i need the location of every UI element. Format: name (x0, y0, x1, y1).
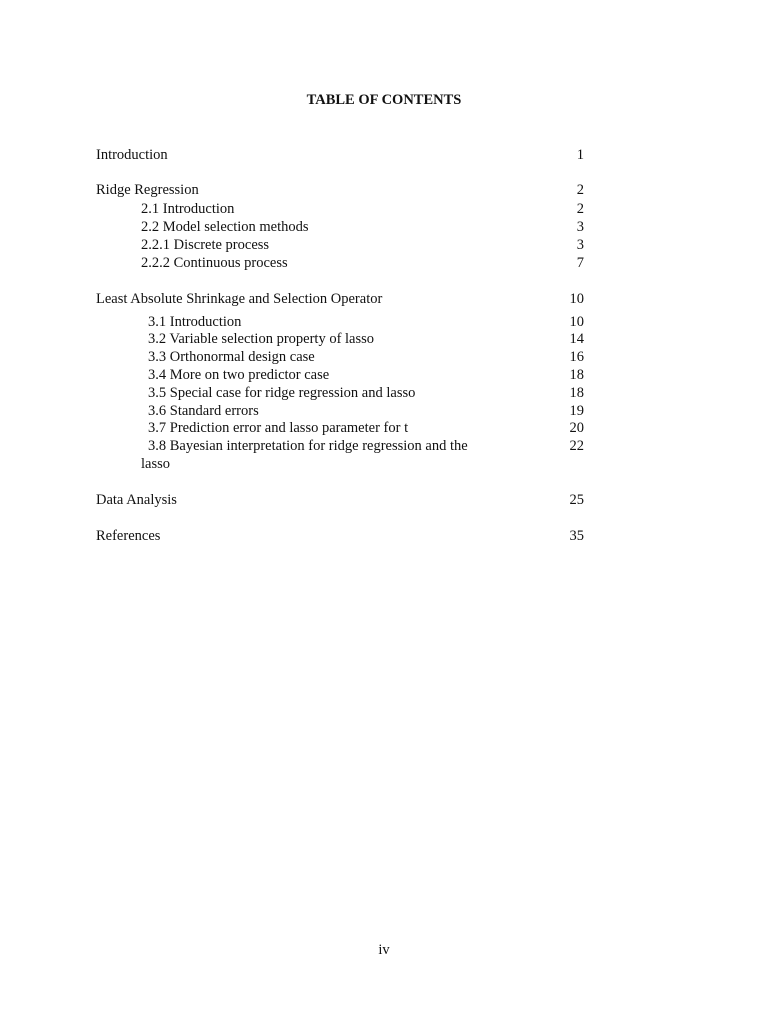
toc-entry-page: 14 (569, 331, 584, 347)
toc-entry-introduction (96, 146, 596, 164)
toc-entry-label: 3.1 Introduction (148, 314, 242, 330)
toc-entry-ridge-regression (96, 181, 596, 199)
toc-entry-3-1 (96, 313, 596, 331)
toc-entry-page: 7 (576, 255, 584, 271)
toc-entry-2-2-1 (96, 236, 596, 254)
toc-entry-page: 2 (576, 201, 584, 217)
toc-entry-data-analysis (96, 491, 596, 509)
toc-entry-page: 20 (569, 420, 584, 436)
toc-entry-3-6 (96, 402, 596, 420)
toc-entry-page: 35 (569, 528, 584, 544)
toc-entry-3-4 (96, 366, 596, 384)
toc-entry-label: 2.1 Introduction (141, 201, 235, 217)
toc-entry-page: 3 (576, 219, 584, 235)
toc-entry-label: 3.3 Orthonormal design case (148, 349, 315, 365)
toc-entry-label: 3.8 Bayesian interpretation for ridge regression and the lasso (141, 438, 468, 472)
toc-entry-label: 2.2.1 Discrete process (141, 237, 270, 253)
toc-entry-label: 3.5 Special case for ridge regression and lasso (148, 385, 416, 401)
toc-entry-page: 25 (569, 492, 584, 508)
page-number: iv (378, 942, 390, 958)
toc-entry-3-7 (96, 419, 596, 437)
toc-entry-page: 18 (569, 385, 584, 401)
toc-entry-label: Data Analysis (96, 492, 177, 508)
toc-entry-label: 2.2 Model selection methods (141, 219, 309, 235)
toc-entry-page: 16 (569, 349, 584, 365)
toc-entry-page: 3 (576, 237, 584, 253)
toc-entry-2-2 (96, 218, 596, 236)
toc-entry-lasso (96, 290, 596, 308)
toc-entry-3-2 (96, 330, 596, 348)
page-title: TABLE OF CONTENTS (306, 92, 462, 108)
toc-entry-page: 10 (569, 291, 584, 307)
toc-entry-page: 10 (569, 314, 584, 330)
toc-entry-references (96, 527, 596, 545)
toc-entry-page: 2 (576, 182, 584, 198)
toc-entry-label: Introduction (96, 147, 168, 163)
toc-entry-label: 2.2.2 Continuous process (141, 255, 288, 271)
toc-entry-label: Least Absolute Shrinkage and Selection Operator (96, 291, 383, 307)
toc-entry-2-1 (96, 200, 596, 218)
toc-entry-label: 3.2 Variable selection property of lasso (148, 331, 375, 347)
toc-entry-label: 3.7 Prediction error and lasso parameter for t (148, 420, 409, 436)
toc-entry-2-2-2 (96, 254, 596, 272)
toc-entry-page: 22 (569, 438, 584, 454)
toc-entry-label: 3.6 Standard errors (148, 403, 259, 419)
toc-entry-3-8 (96, 437, 596, 472)
toc-entry-label: References (96, 528, 161, 544)
toc-entry-3-3 (96, 348, 596, 366)
toc-entry-page: 18 (569, 367, 584, 383)
toc-entry-label: Ridge Regression (96, 182, 199, 198)
toc-entry-3-5 (96, 384, 596, 402)
toc-entry-page: 1 (576, 147, 584, 163)
toc-entry-label: 3.4 More on two predictor case (148, 367, 330, 383)
toc-entry-page: 19 (569, 403, 584, 419)
